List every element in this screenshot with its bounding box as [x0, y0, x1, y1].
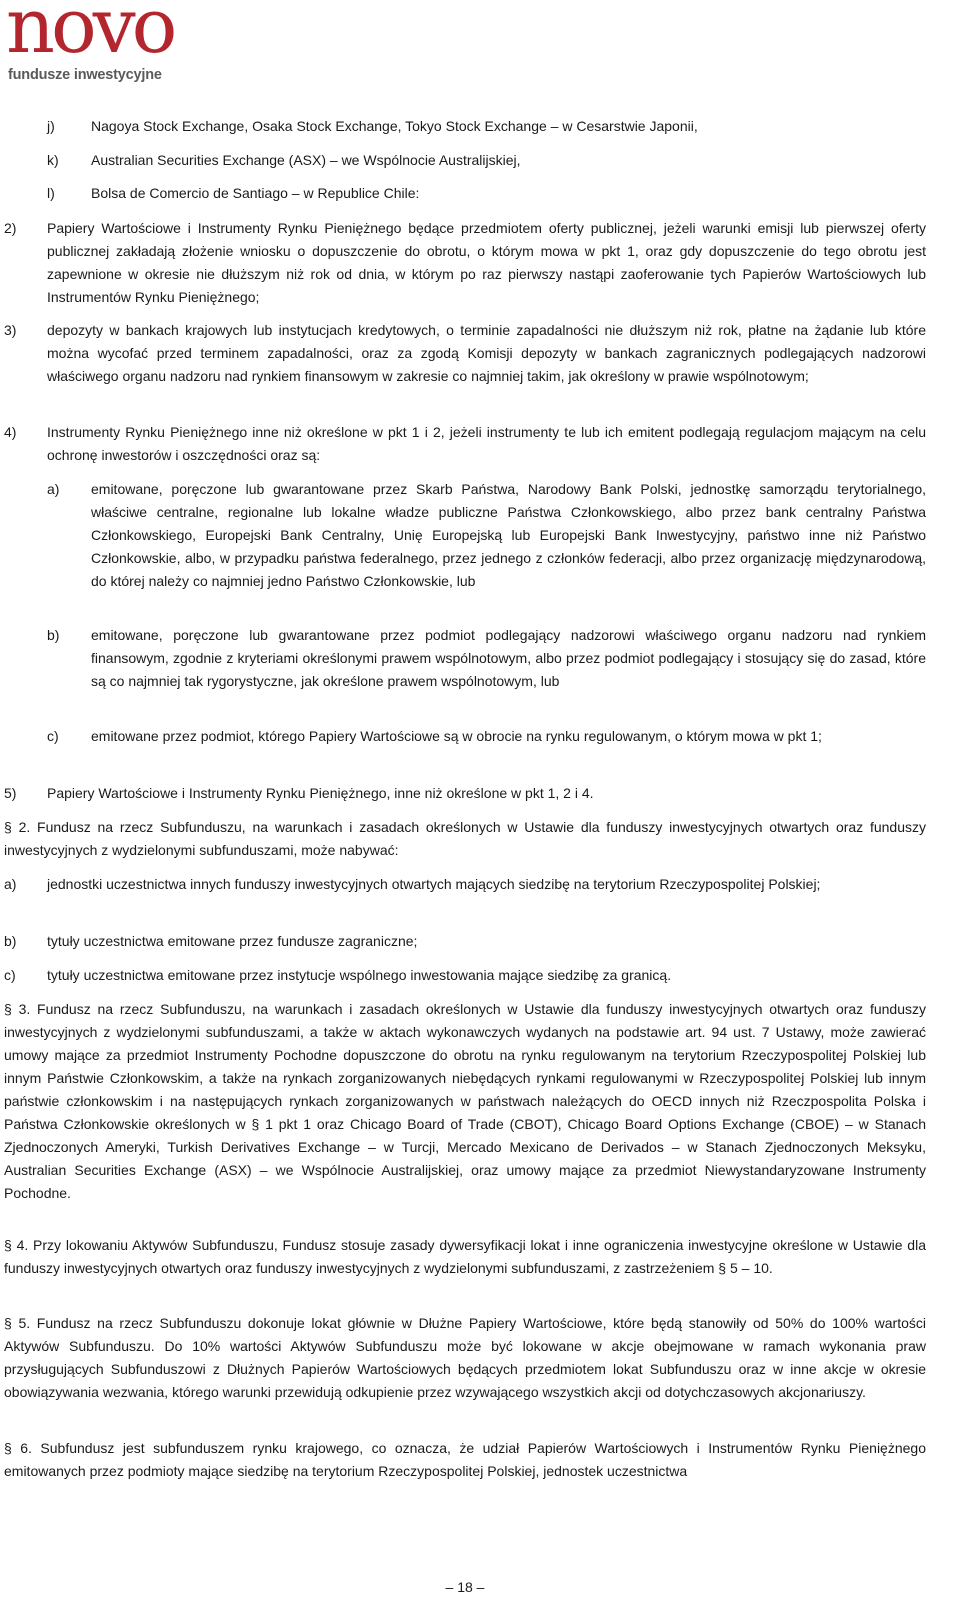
paragraph-5: § 5. Fundusz na rzecz Subfunduszu dokonuje lokat głównie w Dłużne Papiery Wartościowe, które będą stanowiły od 50% do 100% wartości Aktywów Subfunduszu. Do 10% wartości Aktywów Subfunduszu może być lokowane w akcje obejmowane w ramach wykonania praw przysługujących Subfunduszowi z Dłużnych Papierów Wartościowych będących przedmiotem lokat Subfunduszu oraz w inne akcje w okresie obowiązywania wezwania, którego warunki przewidują odkupienie przez wzywającego wszystkich akcji od dotychczasowych akcjonariuszy.	[4, 1315, 926, 1400]
list-item: jednostki uczestnictwa innych funduszy inwestycyjnych otwartych mających siedzibę na terytorium Rzeczypospolitej Polskiej;	[47, 876, 821, 892]
point-item: Papiery Wartościowe i Instrumenty Rynku Pieniężnego będące przedmiotem oferty publicznej, jeżeli warunki emisji lub pierwszej oferty publicznej zakładają złożenie wniosku o dopuszczenie do obrotu, o którym mowa w pkt 1, oraz gdy dopuszczenie do tego obrotu jest zapewnione w okresie nie dłuższym niż rok od dnia, w którym po raz pierwszy nastąpi zaoferowanie tych Papierów Wartościowych lub Instrumentów Rynku Pieniężnego;	[47, 220, 926, 305]
point-marker: 5)	[4, 785, 17, 801]
list-marker: l)	[47, 185, 55, 201]
novo-logo	[2, 0, 174, 92]
list-marker: b)	[4, 933, 17, 949]
point-marker: 2)	[4, 220, 17, 236]
paragraph-4: § 4. Przy lokowaniu Aktywów Subfunduszu, Fundusz stosuje zasady dywersyfikacji lokat i inne ograniczenia inwestycyjne określone w Ustawie dla funduszy inwestycyjnych otwartych oraz funduszy inwestycyjnych z wydzielonymi subfunduszami, z zastrzeżeniem § 5 – 10.	[4, 1237, 926, 1276]
sub-marker: a)	[47, 481, 60, 497]
sub-marker: b)	[47, 627, 60, 643]
sub-marker: c)	[47, 728, 59, 744]
sub-item: emitowane przez podmiot, którego Papiery Wartościowe są w obrocie na rynku regulowanym, o którym mowa w pkt 1;	[91, 728, 822, 744]
list-item: tytuły uczestnictwa emitowane przez fundusze zagraniczne;	[47, 933, 418, 949]
logo-subtitle: fundusze inwestycyjne	[8, 67, 162, 83]
logo-wordmark: novo	[6, 0, 174, 70]
list-marker: k)	[47, 152, 59, 168]
paragraph-3: § 3. Fundusz na rzecz Subfunduszu, na warunkach i zasadach określonych w Ustawie dla funduszy inwestycyjnych otwartych oraz funduszy inwestycyjnych z wydzielonymi subfunduszami, a także w aktach wykonawczych wydanych na podstawie art. 94 ust. 7 Ustawy, może zawierać umowy mające za przedmiot Instrumenty Pochodne dopuszczone do obrotu na rynku regulowanym na terytorium Rzeczypospolitej Polskiej lub innym Państwie Członkowskim, a także na rynkach zorganizowanych niebędących rynkami regulowanymi w Rzeczypospolitej Polskiej lub innym państwie członkowskim i na następujących rynkach zorganizowanych w państwach należących do OECD innych niż Rzeczpospolita Polska i Państwa Członkowskie określonych w § 1 pkt 1 oraz Chicago Board of Trade (CBOT), Chicago Board Options Exchange (CBOE) – w Stanach Zjednoczonych Ameryki, Turkish Derivatives Exchange – w Turcji, Mercado Mexicano de Derivados – w Stanach Zjednoczonych Meksyku, Australian Securities Exchange (ASX) – we Wspólnocie Australijskiej, oraz umowy mające za przedmiot Niewystandaryzowane Instrumenty Pochodne.	[4, 1001, 926, 1201]
paragraph-2: § 2. Fundusz na rzecz Subfunduszu, na warunkach i zasadach określonych w Ustawie dla funduszy inwestycyjnych otwartych oraz funduszy inwestycyjnych z wydzielonymi subfunduszami, może nabywać:	[4, 819, 926, 858]
list-item: Australian Securities Exchange (ASX) – we Wspólnocie Australijskiej,	[91, 152, 521, 168]
list-item: Bolsa de Comercio de Santiago – w Republice Chile:	[91, 185, 420, 201]
point-item: depozyty w bankach krajowych lub instytucjach kredytowych, o terminie zapadalności nie dłuższym niż rok, płatne na żądanie lub które można wycofać przed terminem zapadalności, oraz za zgodą Komisji depozyty w bankach zagranicznych podlegających nadzorowi właściwego organu nadzoru nad rynkiem finansowym w zakresie co najmniej takim, jak określony w prawie wspólnotowym;	[47, 322, 926, 384]
point-marker: 4)	[4, 424, 17, 440]
point-item: Instrumenty Rynku Pieniężnego inne niż określone w pkt 1 i 2, jeżeli instrumenty te lub ich emitent podlegają regulacjom mającym na celu ochronę inwestorów i oszczędności oraz są:	[47, 424, 926, 463]
list-marker: a)	[4, 876, 17, 892]
point-marker: 3)	[4, 322, 17, 338]
list-item: tytuły uczestnictwa emitowane przez instytucje wspólnego inwestowania mające siedzibę za granicą.	[47, 967, 672, 983]
sub-item: emitowane, poręczone lub gwarantowane przez podmiot podlegający nadzorowi właściwego organu nadzoru nad rynkiem finansowym, zgodnie z kryteriami określonymi prawem wspólnotowym, albo przez podmiot podlegający i stosujący się do zasad, które są co najmniej tak rygorystyczne, jak określone prawem wspólnotowym, lub	[91, 627, 926, 689]
list-item: Nagoya Stock Exchange, Osaka Stock Exchange, Tokyo Stock Exchange – w Cesarstwie Japonii,	[91, 118, 698, 134]
point-item: Papiery Wartościowe i Instrumenty Rynku Pieniężnego, inne niż określone w pkt 1, 2 i 4.	[47, 785, 594, 801]
list-marker: c)	[4, 967, 16, 983]
sub-item: emitowane, poręczone lub gwarantowane przez Skarb Państwa, Narodowy Bank Polski, jednostkę samorządu terytorialnego, właściwe centralne, regionalne lub lokalne władze publiczne Państwa Członkowskiego, albo przez bank centralny Państwa Członkowskiego, Europejski Bank Centralny, Unię Europejską lub Europejski Bank Inwestycyjny, państwo inne niż Państwo Członkowskie, albo, w przypadku państwa federalnego, przez jednego z członków federacji, albo przez organizację międzynarodową, do której należy co najmniej jedno Państwo Członkowskie, lub	[91, 481, 926, 589]
paragraph-6: § 6. Subfundusz jest subfunduszem rynku krajowego, co oznacza, że udział Papierów Wartościowych i Instrumentów Rynku Pieniężnego emitowanych przez podmioty mające siedzibę na terytorium Rzeczypospolitej Polskiej, jednostek uczestnictwa	[4, 1440, 926, 1479]
page-number: – 18 –	[445, 1579, 485, 1595]
list-marker: j)	[47, 118, 55, 134]
